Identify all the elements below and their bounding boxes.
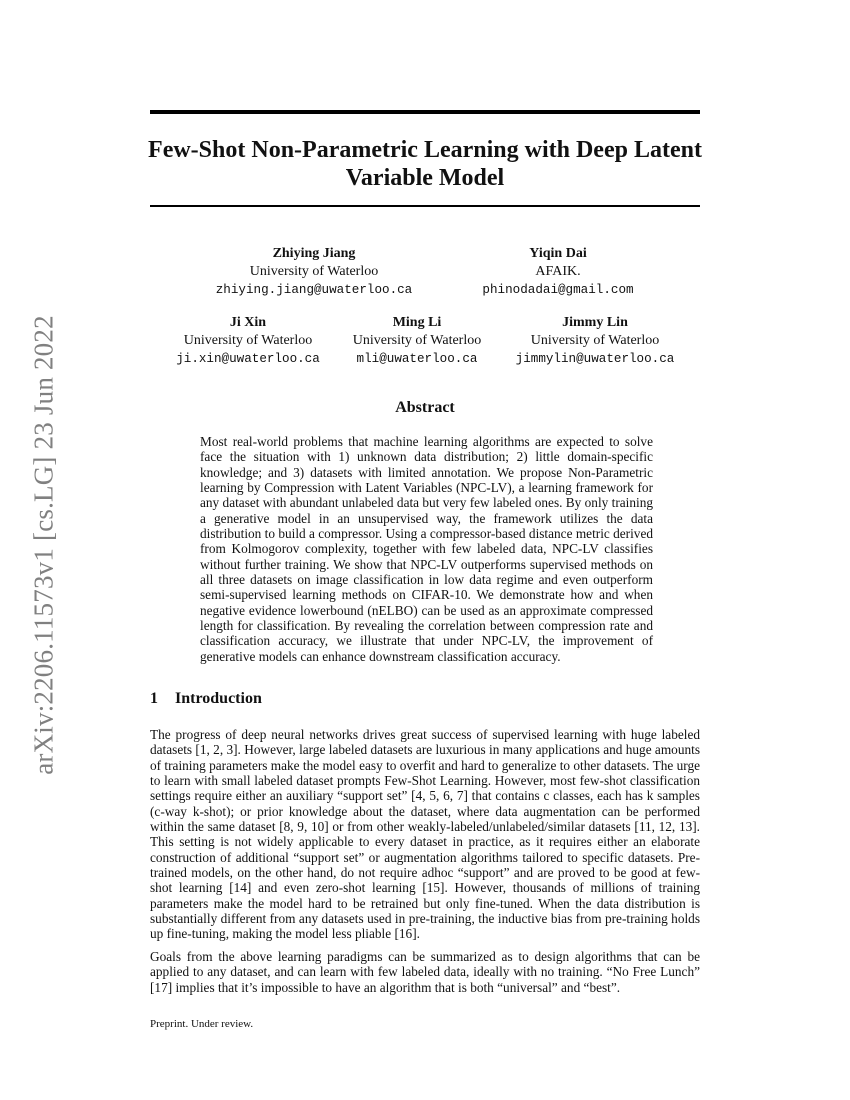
title-rule-top: [150, 110, 700, 114]
abstract-text: Most real-world problems that machine learning algorithms are expected to solve face the situation with 1) unknown data distribution; 2) little domain-specific knowledge; and 3) datasets with limited annotation. We propose Non-Parametric learning by Compression with Latent Variables (NPC-LV), a learning framework for any dataset with abundant unlabeled data but very few labeled ones. By only training a generative model in an unsupervised way, the framework utilizes the data distribution to build a compressor. Using a compressor-based distance metric derived from Kolmogorov complexity, together with few labeled data, NPC-LV classifies without further training. We show that NPC-LV outperforms supervised methods on all three datasets on image classification in low data regime and even outperform semi-supervised learning methods on CIFAR-10. We demonstrate how and when negative evidence lowerbound (nELBO) can be used as an approximate compressed length for classification. By revealing the correlation between compression rate and classification accuracy, we illustrate that under NPC-LV, the improvement of generative models can enhance downstream classification accuracy.: [200, 434, 653, 664]
body-paragraph: The progress of deep neural networks drives great success of supervised learning with huge labeled datasets [1, 2, 3]. However, large labeled datasets are luxurious in many applications and huge amounts of training parameters make the model easy to overfit and hard to generalize to other datasets. The urge to learn with small labeled dataset prompts Few-Shot Learning. However, most few-shot classification settings require either an auxiliary “support set” [4, 5, 6, 7] that contains c classes, each has k samples (c-way k-shot); or prior knowledge about the dataset, where data augmentation can be performed within the same dataset [8, 9, 10] or from other weakly-labeled/unlabeled/similar datasets [11, 12, 13]. This setting is not widely applicable to every dataset in practice, as it requires either an elaborate construction of additional “support set” or augmentation algorithms tailored to specific datasets. Pre-trained models, on the other hand, do not require adhoc “support” and are proved to be good at few-shot learning [14] and even zero-shot learning [15]. However, thousands of millions of training parameters make the model hard to be retrained but only fine-tuned. When the data distribution is substantially different from any datasets used in pre-training, the inductive bias from pre-training holds up fine-tuning, making the model less pliable [16].: [150, 727, 700, 942]
author-name: Zhiying Jiang: [272, 246, 356, 261]
paper-title: Few-Shot Non-Parametric Learning with Deep Latent Variable Model: [148, 137, 702, 191]
author-block: [458, 245, 658, 299]
section-number: 1: [150, 690, 158, 707]
abstract-heading: Abstract: [395, 399, 455, 416]
title-rule-bottom: [150, 205, 700, 207]
author-name: Ji Xin: [229, 315, 267, 330]
author-name: Jimmy Lin: [562, 315, 628, 330]
section-heading: [150, 690, 262, 708]
body-paragraph: Goals from the above learning paradigms can be summarized as to design algorithms that can be applied to any dataset, and can learn with few labeled data, ideally with no training. “No Free Lunch” [17] implies that it’s impossible to have an algorithm that is both “universal” and “best”.: [150, 949, 700, 995]
author-email[interactable]: mli@uwaterloo.ca: [356, 352, 478, 366]
author-email[interactable]: phinodadai@gmail.com: [482, 283, 634, 297]
author-block: [327, 314, 507, 368]
author-email[interactable]: zhiying.jiang@uwaterloo.ca: [215, 283, 413, 297]
author-affiliation: University of Waterloo: [183, 333, 313, 348]
author-email[interactable]: jimmylin@uwaterloo.ca: [515, 352, 675, 366]
author-block: [214, 245, 414, 299]
author-affiliation: University of Waterloo: [352, 333, 482, 348]
arxiv-identifier: arXiv:2206.11573v1 [cs.LG] 23 Jun 2022: [28, 315, 59, 775]
author-block: [158, 314, 338, 368]
author-name: Yiqin Dai: [529, 246, 587, 261]
footer-note: Preprint. Under review.: [150, 1018, 254, 1030]
author-name: Ming Li: [392, 315, 442, 330]
author-affiliation: AFAIK.: [535, 264, 581, 279]
author-block: [505, 314, 685, 368]
author-affiliation: University of Waterloo: [530, 333, 660, 348]
author-email[interactable]: ji.xin@uwaterloo.ca: [176, 352, 320, 366]
author-affiliation: University of Waterloo: [249, 264, 379, 279]
section-title: Introduction: [175, 690, 262, 707]
